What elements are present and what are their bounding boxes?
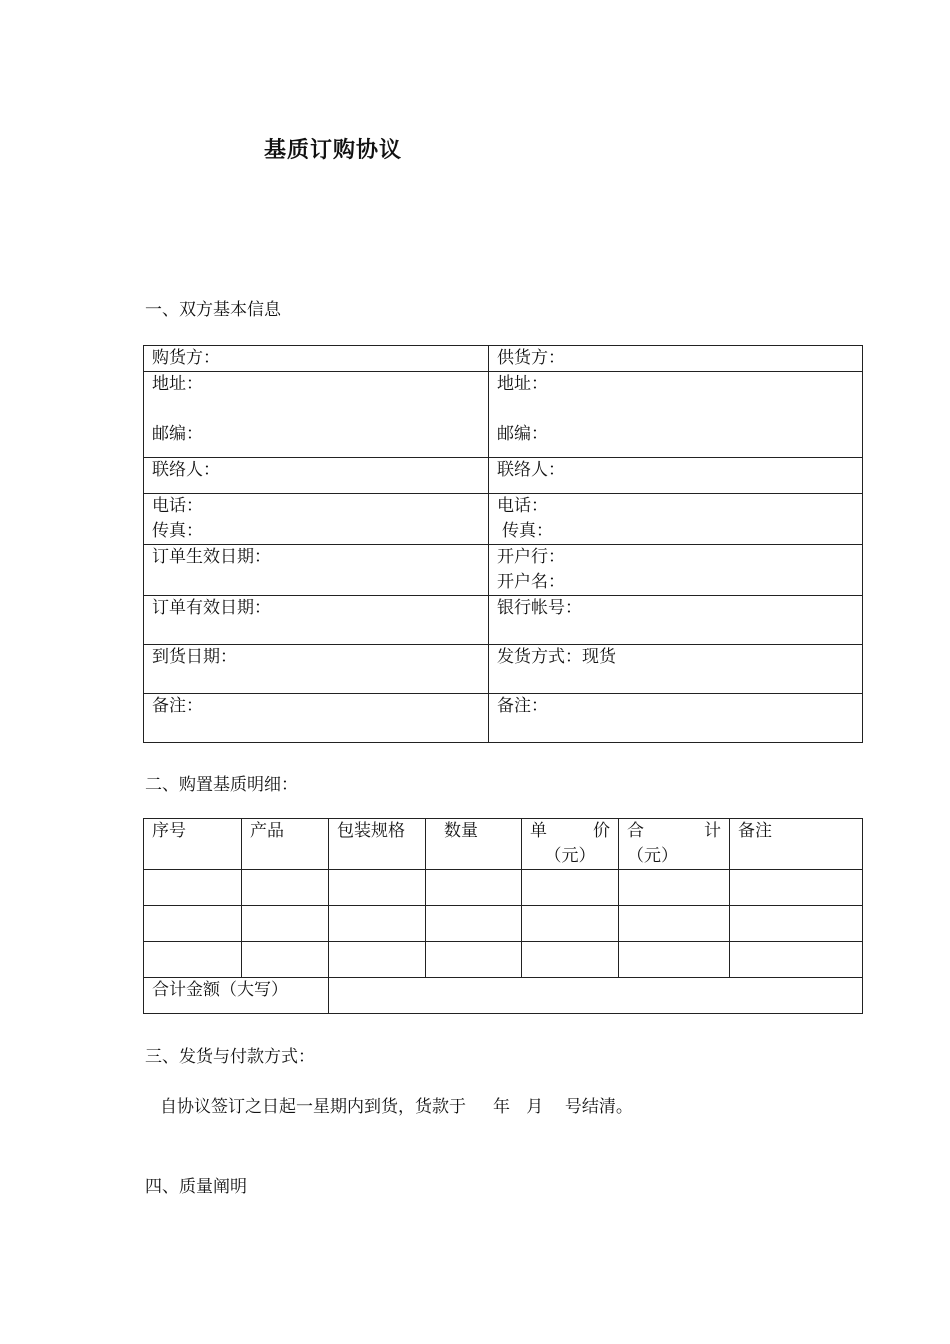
- header-qty: [426, 819, 522, 870]
- buyer-contact-cell: [144, 458, 489, 494]
- table-cell: [522, 906, 619, 942]
- table-cell: [242, 942, 329, 978]
- bank-account-cell: [489, 596, 863, 645]
- bank-account-label: 银行帐号：: [497, 598, 582, 618]
- table-cell: [426, 906, 522, 942]
- party-info-table: [143, 345, 863, 743]
- table-row: [144, 942, 863, 978]
- section-heading-details: 二、购置基质明细：: [145, 775, 298, 795]
- table-cell: [619, 870, 730, 906]
- supplier-postcode-label: 邮编：: [497, 424, 548, 444]
- supplier-fax-label: 传真：: [502, 521, 553, 541]
- buyer-address-cell: [144, 372, 489, 458]
- table-cell: [730, 906, 863, 942]
- table-cell: [426, 870, 522, 906]
- section-heading-shipping-payment: 三、发货与付款方式：: [145, 1047, 315, 1067]
- table-cell: [329, 870, 426, 906]
- supplier-phone-label: 电话：: [497, 496, 548, 516]
- header-remark-label: 备注: [738, 821, 772, 841]
- buyer-remark-cell: [144, 694, 489, 743]
- header-seq: [144, 819, 242, 870]
- arrival-date-label: 到货日期：: [152, 647, 237, 667]
- order-effective-date-cell: [144, 545, 489, 596]
- buyer-postcode-label: 邮编：: [152, 424, 203, 444]
- header-unit-price-part1: 单: [530, 821, 547, 841]
- table-row: [144, 906, 863, 942]
- section-heading-basic-info: 一、双方基本信息: [145, 300, 281, 320]
- buyer-remark-label: 备注：: [152, 696, 203, 716]
- table-cell: [144, 942, 242, 978]
- table-cell: [522, 942, 619, 978]
- header-packing: [329, 819, 426, 870]
- header-unit-price-unit: （元）: [544, 846, 596, 866]
- account-name-label: 开户名：: [497, 572, 565, 592]
- header-seq-label: 序号: [152, 821, 186, 841]
- buyer-contact-label: 联络人：: [152, 460, 220, 480]
- document-title: 基质订购协议: [264, 137, 403, 163]
- section-heading-quality: 四、质量阐明: [145, 1177, 247, 1197]
- header-unit-price-part2: 价: [593, 821, 610, 841]
- total-amount-value-cell: [329, 978, 863, 1014]
- table-cell: [619, 906, 730, 942]
- shipping-method-label: 发货方式：现货: [497, 647, 616, 667]
- supplier-label: 供货方：: [497, 348, 565, 368]
- total-amount-label: 合计金额（大写）: [152, 980, 288, 1000]
- purchase-details-table: [143, 818, 863, 1014]
- order-valid-date-label: 订单有效日期：: [152, 598, 271, 618]
- supplier-address-cell: [489, 372, 863, 458]
- total-amount-label-cell: [144, 978, 329, 1014]
- supplier-phone-fax-cell: [489, 494, 863, 545]
- header-packing-label: 包装规格: [337, 821, 405, 841]
- header-total: [619, 819, 730, 870]
- supplier-address-label: 地址：: [497, 374, 548, 394]
- buyer-phone-label: 电话：: [152, 496, 203, 516]
- header-unit-price: [522, 819, 619, 870]
- bank-cell: [489, 545, 863, 596]
- table-cell: [242, 906, 329, 942]
- order-effective-date-label: 订单生效日期：: [152, 547, 271, 567]
- buyer-label: 购货方：: [152, 348, 220, 368]
- header-total-part2: 计: [704, 821, 721, 841]
- buyer-phone-fax-cell: [144, 494, 489, 545]
- order-valid-date-cell: [144, 596, 489, 645]
- table-row: [144, 870, 863, 906]
- header-total-part1: 合: [627, 821, 644, 841]
- header-qty-label: 数量: [444, 821, 478, 841]
- supplier-cell: [489, 346, 863, 372]
- header-product: [242, 819, 329, 870]
- supplier-remark-label: 备注：: [497, 696, 548, 716]
- supplier-remark-cell: [489, 694, 863, 743]
- table-cell: [426, 942, 522, 978]
- header-total-unit: （元）: [627, 846, 678, 866]
- table-cell: [522, 870, 619, 906]
- table-cell: [144, 870, 242, 906]
- supplier-contact-label: 联络人：: [497, 460, 565, 480]
- buyer-fax-label: 传真：: [152, 521, 203, 541]
- table-cell: [242, 870, 329, 906]
- table-cell: [730, 942, 863, 978]
- shipping-method-cell: [489, 645, 863, 694]
- table-cell: [730, 870, 863, 906]
- buyer-cell: [144, 346, 489, 372]
- header-remark: [730, 819, 863, 870]
- bank-label: 开户行：: [497, 547, 565, 567]
- supplier-contact-cell: [489, 458, 863, 494]
- buyer-address-label: 地址：: [152, 374, 203, 394]
- table-cell: [329, 942, 426, 978]
- arrival-date-cell: [144, 645, 489, 694]
- table-cell: [329, 906, 426, 942]
- payment-terms-text: 自协议签订之日起一星期内到货，货款于 年 月 号结清。: [160, 1097, 633, 1117]
- header-product-label: 产品: [250, 821, 284, 841]
- table-cell: [144, 906, 242, 942]
- table-cell: [619, 942, 730, 978]
